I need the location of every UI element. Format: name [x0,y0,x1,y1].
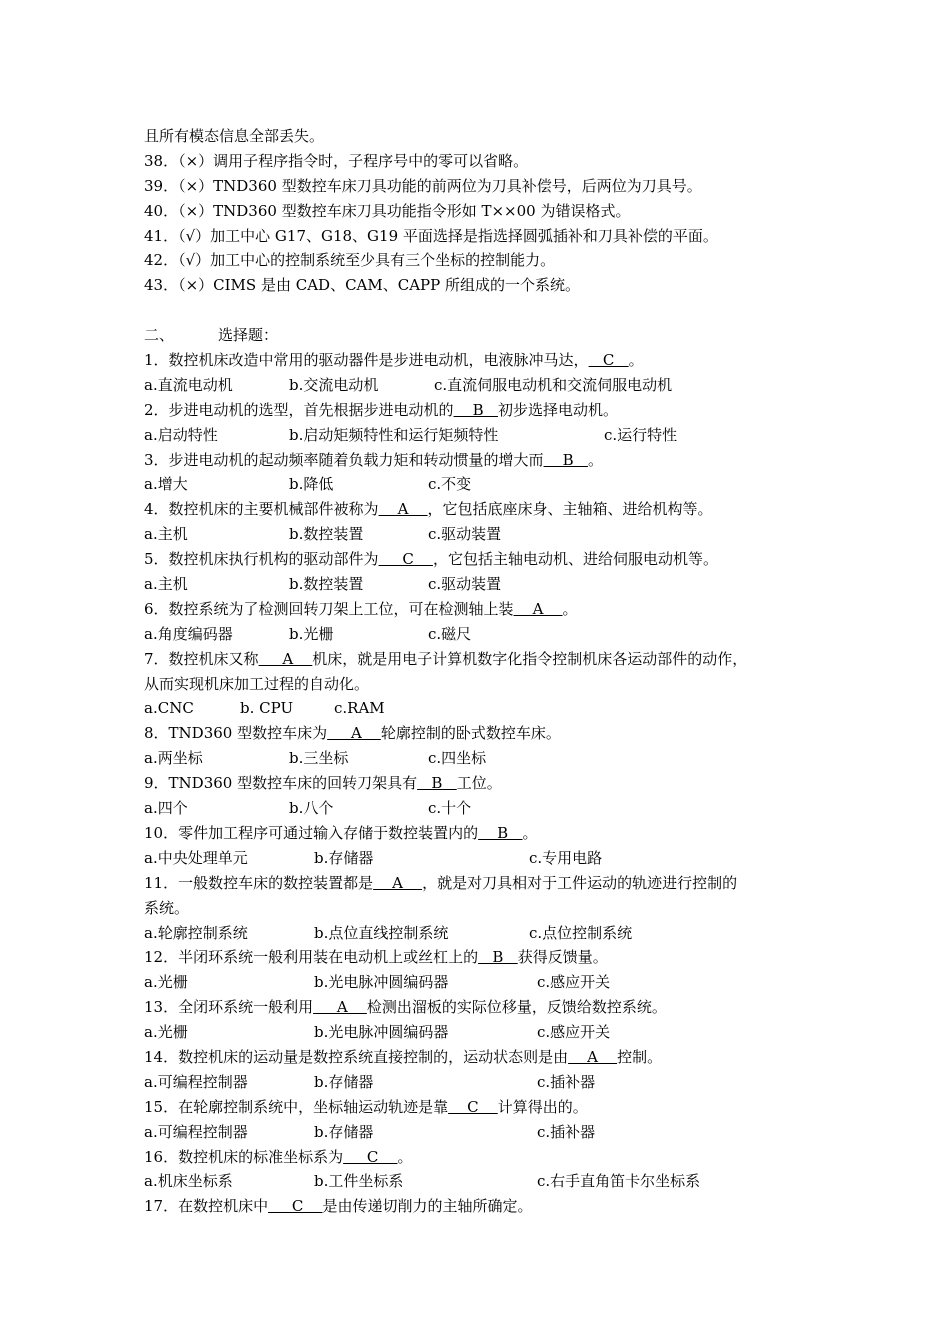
option-b: b.数控装置 [289,525,364,544]
options-row [144,373,824,398]
answer-blank: C [343,1147,398,1166]
answer-blank: B [543,450,588,469]
option-a: a.直流电动机 [144,375,233,394]
option-c: c.插补器 [537,1072,596,1091]
tf-line: 39．（×）TND360 型数控车床刀具功能的前两位为刀具补偿号，后两位为刀具号。 [144,176,702,195]
option-a: a.增大 [144,475,188,494]
option-a: a.四个 [144,799,188,818]
question-text: 12．半闭环系统一般利用装在电动机上或丝杠上的 [144,948,479,967]
option-a: a.CNC [144,699,194,718]
option-b: b.点位直线控制系统 [314,923,449,942]
tf-line: 38．（×）调用子程序指令时，子程序号中的零可以省略。 [144,151,529,170]
option-a: a.主机 [144,575,188,594]
question-stem [144,995,824,1020]
option-c: c.直流伺服电动机和交流伺服电动机 [434,375,673,394]
question-text: 14．数控机床的运动量是数控系统直接控制的，运动状态则是由 [144,1047,569,1066]
question-text: 11．一般数控车床的数控装置都是 [144,873,374,892]
options-row [144,846,824,871]
question-text: 6．数控系统为了检测回转刀架上工位，可在检测轴上装 [144,599,514,618]
options-row [144,696,824,721]
question-stem [144,1194,824,1219]
question-text: 计算得出的。 [497,1097,588,1116]
question-text: 4．数控机床的主要机械部件被称为 [144,500,379,519]
question-text: 16．数控机床的标准坐标系为 [144,1147,344,1166]
answer-blank: A [378,500,428,519]
question-text: 。 [628,351,644,370]
options-row [144,970,824,995]
option-b: b.交流电动机 [289,375,379,394]
question-stem [144,945,824,970]
question-text: 9．TND360 型数控车床的回转刀架具有 [144,774,418,793]
option-c: c.驱动装置 [428,575,502,594]
question-text: ，就是对刀具相对于工件运动的轨迹进行控制的 [422,873,738,892]
option-c: c.十个 [428,799,472,818]
option-a: a.光栅 [144,973,188,992]
option-c: c.四坐标 [428,749,487,768]
tf-line: 且所有模态信息全部丢失。 [144,127,325,145]
option-b: b.降低 [289,475,334,494]
option-a: a.可编程控制器 [144,1122,248,1141]
question-continuation: 从而实现机床加工过程的自动化。 [144,674,370,693]
question-stem [144,771,824,796]
section-number: 二、 [144,326,175,345]
question-stem [144,547,824,572]
answer-blank: A [313,998,367,1017]
option-c: c.点位控制系统 [529,923,633,942]
document-page [144,124,824,1219]
option-c: c.感应开关 [537,973,611,992]
options-row [144,746,824,771]
option-a: a.可编程控制器 [144,1072,248,1091]
option-b: b.启动矩频特性和运行矩频特性 [289,425,499,444]
question-text: 。 [587,450,603,469]
question-text: 15．在轮廓控制系统中，坐标轴运动轨迹是靠 [144,1097,449,1116]
options-row [144,522,824,547]
answer-blank: B [478,823,523,842]
question-text: 10．零件加工程序可通过输入存储于数控装置内的 [144,823,479,842]
question-text: 初步选择电动机。 [497,400,618,419]
option-b: b.光电脉冲圆编码器 [314,973,449,992]
tf-line: 40．（×）TND360 型数控车床刀具功能指令形如 T××00 为错误格式。 [144,201,631,220]
question-list [144,348,824,1219]
question-continuation: 系统。 [144,898,190,917]
answer-blank: C [588,351,629,370]
option-b: b.存储器 [314,848,374,867]
answer-blank: B [453,400,498,419]
option-a: a.轮廓控制系统 [144,923,248,942]
question-stem [144,348,824,373]
answer-blank: A [373,873,423,892]
question-text: 控制。 [617,1047,663,1066]
question-stem [144,821,824,846]
question-text: 17．在数控机床中 [144,1197,269,1216]
options-row [144,921,824,946]
option-b: b.八个 [289,799,334,818]
options-row [144,1169,824,1194]
answer-blank: C [378,550,433,569]
question-stem [144,497,824,522]
question-text: ，它包括底座床身、主轴箱、进给机构等。 [427,500,713,519]
option-c: c.不变 [428,475,472,494]
question-text: 2．步进电动机的选型，首先根据步进电动机的 [144,400,454,419]
answer-blank: C [448,1097,498,1116]
question-text: 5．数控机床执行机构的驱动部件为 [144,550,379,569]
question-stem [144,871,824,896]
question-text: ，它包括主轴电动机、进给伺服电动机等。 [432,550,718,569]
answer-blank: A [568,1047,618,1066]
section-heading [144,323,824,348]
option-a: a.主机 [144,525,188,544]
options-row [144,1120,824,1145]
tf-line: 42．（√）加工中心的控制系统至少具有三个坐标的控制能力。 [144,251,556,270]
option-a: a.两坐标 [144,749,203,768]
option-b: b.数控装置 [289,575,364,594]
option-a: a.角度编码器 [144,624,233,643]
option-c: c.运行特性 [604,425,678,444]
question-stem [144,1145,824,1170]
question-text: 是由传递切削力的主轴所确定。 [322,1197,533,1216]
question-text: 3．步进电动机的起动频率随着负载力矩和转动惯量的增大而 [144,450,544,469]
answer-blank: B [417,774,457,793]
option-c: c.插补器 [537,1122,596,1141]
question-stem [144,721,824,746]
options-row [144,1070,824,1095]
options-row [144,796,824,821]
question-stem [144,1095,824,1120]
answer-blank: C [268,1197,323,1216]
question-text: 1．数控机床改造中常用的驱动器件是步进电动机，电液脉冲马达， [144,351,589,370]
option-b: b.存储器 [314,1072,374,1091]
question-stem [144,1045,824,1070]
option-b: b.光电脉冲圆编码器 [314,1023,449,1042]
question-text: 机床，就是用电子计算机数字化指令控制机床各运动部件的动作， [312,649,748,668]
options-row [144,622,824,647]
question-text: 13．全闭环系统一般利用 [144,998,314,1017]
option-a: a.机床坐标系 [144,1172,233,1191]
question-stem [144,597,824,622]
tf-line: 43．（×）CIMS 是由 CAD、CAM、CAPP 所组成的一个系统。 [144,276,580,295]
option-b: b. CPU [240,699,294,718]
option-b: b.工件坐标系 [314,1172,404,1191]
options-row [144,423,824,448]
question-text: 。 [562,599,578,618]
question-text: 8．TND360 型数控车床为 [144,724,328,743]
tf-line: 41．（√）加工中心 G17、G18、G19 平面选择是指选择圆弧插补和刀具补偿的平面。 [144,226,718,245]
question-stem [144,398,824,423]
answer-blank: A [327,724,381,743]
option-c: c.专用电路 [529,848,603,867]
option-a: a.启动特性 [144,425,218,444]
option-a: a.光栅 [144,1023,188,1042]
question-text: 获得反馈量。 [517,948,608,967]
options-row [144,572,824,597]
question-text: 检测出溜板的实际位移量，反馈给数控系统。 [366,998,667,1017]
section-title: 选择题： [218,326,279,345]
question-text: 轮廓控制的卧式数控车床。 [380,724,561,743]
option-b: b.三坐标 [289,749,349,768]
option-c: c.右手直角笛卡尔坐标系 [537,1172,701,1191]
answer-blank: B [478,948,518,967]
question-text: 。 [522,823,538,842]
options-row [144,472,824,497]
question-stem [144,647,824,672]
question-text: 。 [397,1147,413,1166]
question-text: 工位。 [456,774,502,793]
option-c: c.驱动装置 [428,525,502,544]
option-b: b.存储器 [314,1122,374,1141]
answer-blank: A [513,599,563,618]
option-a: a.中央处理单元 [144,848,248,867]
option-b: b.光栅 [289,624,334,643]
question-stem [144,448,824,473]
option-c: c.感应开关 [537,1023,611,1042]
answer-blank: A [258,649,313,668]
question-text: 7．数控机床又称 [144,649,259,668]
options-row [144,1020,824,1045]
option-c: c.RAM [334,699,385,718]
option-c: c.磁尺 [428,624,472,643]
